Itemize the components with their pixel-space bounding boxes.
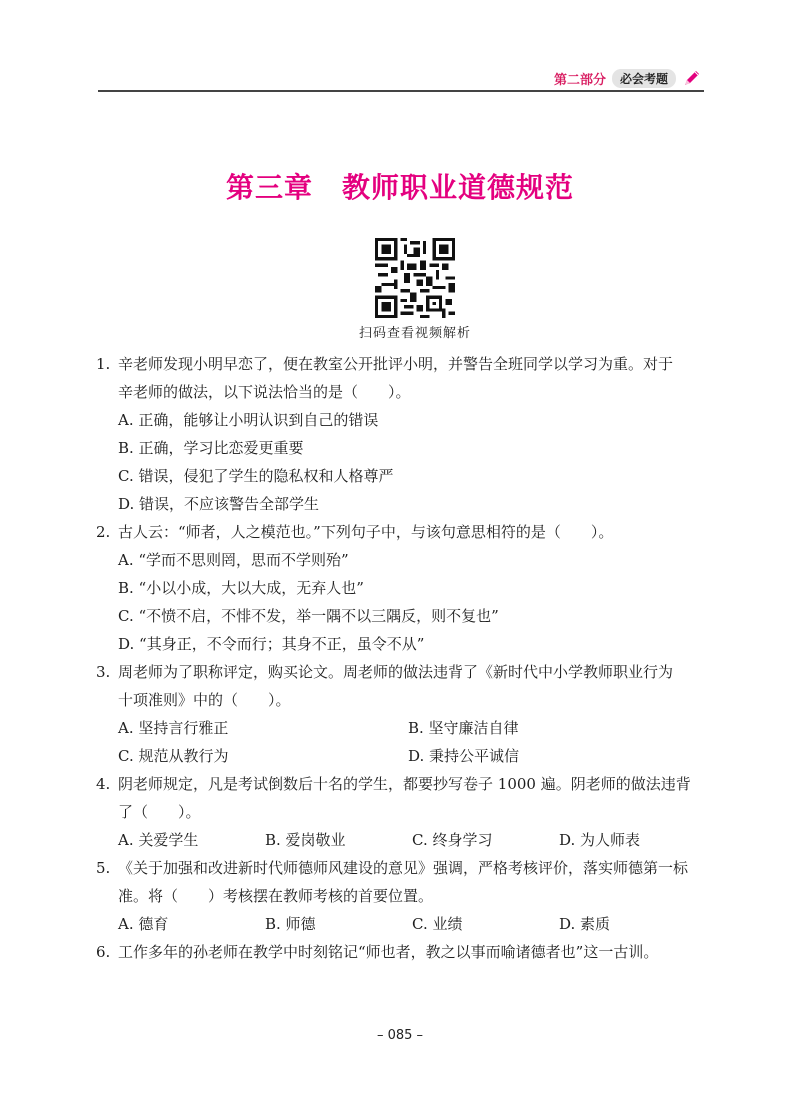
question-1	[96, 350, 708, 518]
option-b: B. “小以小成，大以大成，无弃人也”	[118, 579, 364, 597]
question-number: 4.	[96, 775, 111, 793]
header-badge: 必会考题	[612, 69, 676, 88]
option-b: B. 正确，学习比恋爱更重要	[118, 439, 304, 457]
option-c: C. 规范从教行为	[118, 747, 229, 765]
question-stem: 辛老师发现小明早恋了，便在教室公开批评小明，并警告全班同学以学习为重。对于	[118, 355, 674, 373]
question-3	[96, 658, 708, 770]
option-d: D. 素质	[559, 915, 611, 933]
option-c: C. “不愤不启，不悱不发，举一隅不以三隅反，则不复也”	[118, 607, 499, 625]
question-stem-cont: 了（ ）。	[118, 803, 201, 821]
question-stem-cont: 十项准则》中的（ ）。	[118, 691, 291, 709]
question-stem: 《关于加强和改进新时代师德师风建设的意见》强调，严格考核评价，落实师德第一标	[118, 859, 689, 877]
option-c: C. 错误，侵犯了学生的隐私权和人格尊严	[118, 467, 394, 485]
question-stem-cont: 准。将（ ）考核摆在教师考核的首要位置。	[118, 887, 434, 905]
question-6	[96, 938, 708, 966]
option-b: B. 师德	[265, 915, 316, 933]
option-a: A. 正确，能够让小明认识到自己的错误	[118, 411, 379, 429]
option-d: D. 为人师表	[559, 831, 641, 849]
header-part-label: 第二部分	[553, 72, 606, 88]
question-number: 6.	[96, 943, 111, 961]
option-b: B. 坚守廉洁自律	[408, 719, 519, 737]
option-row	[96, 742, 708, 770]
option-a: A. 德育	[118, 915, 169, 933]
option-a: A. 坚持言行雅正	[118, 719, 229, 737]
question-stem: 古人云：“师者，人之模范也。”下列句子中，与该句意思相符的是（ ）。	[118, 523, 614, 541]
question-number: 3.	[96, 663, 111, 681]
option-d: D. “其身正，不令而行；其身不正，虽令不从”	[118, 635, 425, 653]
option-row	[96, 910, 708, 938]
option-row	[96, 714, 708, 742]
question-stem-cont: 辛老师的做法，以下说法恰当的是（ ）。	[118, 383, 411, 401]
question-number: 5.	[96, 859, 111, 877]
option-d: D. 错误，不应该警告全部学生	[118, 495, 320, 513]
qr-caption: 扫码查看视频解析	[358, 326, 471, 341]
page-number: – 085 –	[376, 1028, 424, 1043]
option-d: D. 秉持公平诚信	[408, 747, 520, 765]
option-c: C. 终身学习	[412, 831, 493, 849]
question-list	[96, 350, 708, 966]
question-stem: 阴老师规定，凡是考试倒数后十名的学生，都要抄写卷子 1000 遍。阴老师的做法违背	[118, 775, 691, 793]
option-row	[96, 826, 708, 854]
pencil-icon	[682, 68, 702, 88]
qr-code[interactable]	[375, 238, 455, 318]
header-divider	[98, 90, 704, 92]
option-a: A. “学而不思则罔，思而不学则殆”	[118, 551, 349, 569]
question-number: 1.	[96, 355, 111, 373]
question-2	[96, 518, 708, 658]
option-a: A. 关爱学生	[118, 831, 199, 849]
question-5	[96, 854, 708, 938]
option-c: C. 业绩	[412, 915, 463, 933]
question-stem: 工作多年的孙老师在教学中时刻铭记“师也者，教之以事而喻诸德者也”这一古训。	[118, 943, 659, 961]
chapter-title: 第三章 教师职业道德规范	[225, 171, 574, 204]
option-b: B. 爱岗敬业	[265, 831, 346, 849]
page-header	[554, 68, 702, 88]
question-number: 2.	[96, 523, 111, 541]
question-stem: 周老师为了职称评定，购买论文。周老师的做法违背了《新时代中小学教师职业行为	[118, 663, 674, 681]
question-4	[96, 770, 708, 854]
